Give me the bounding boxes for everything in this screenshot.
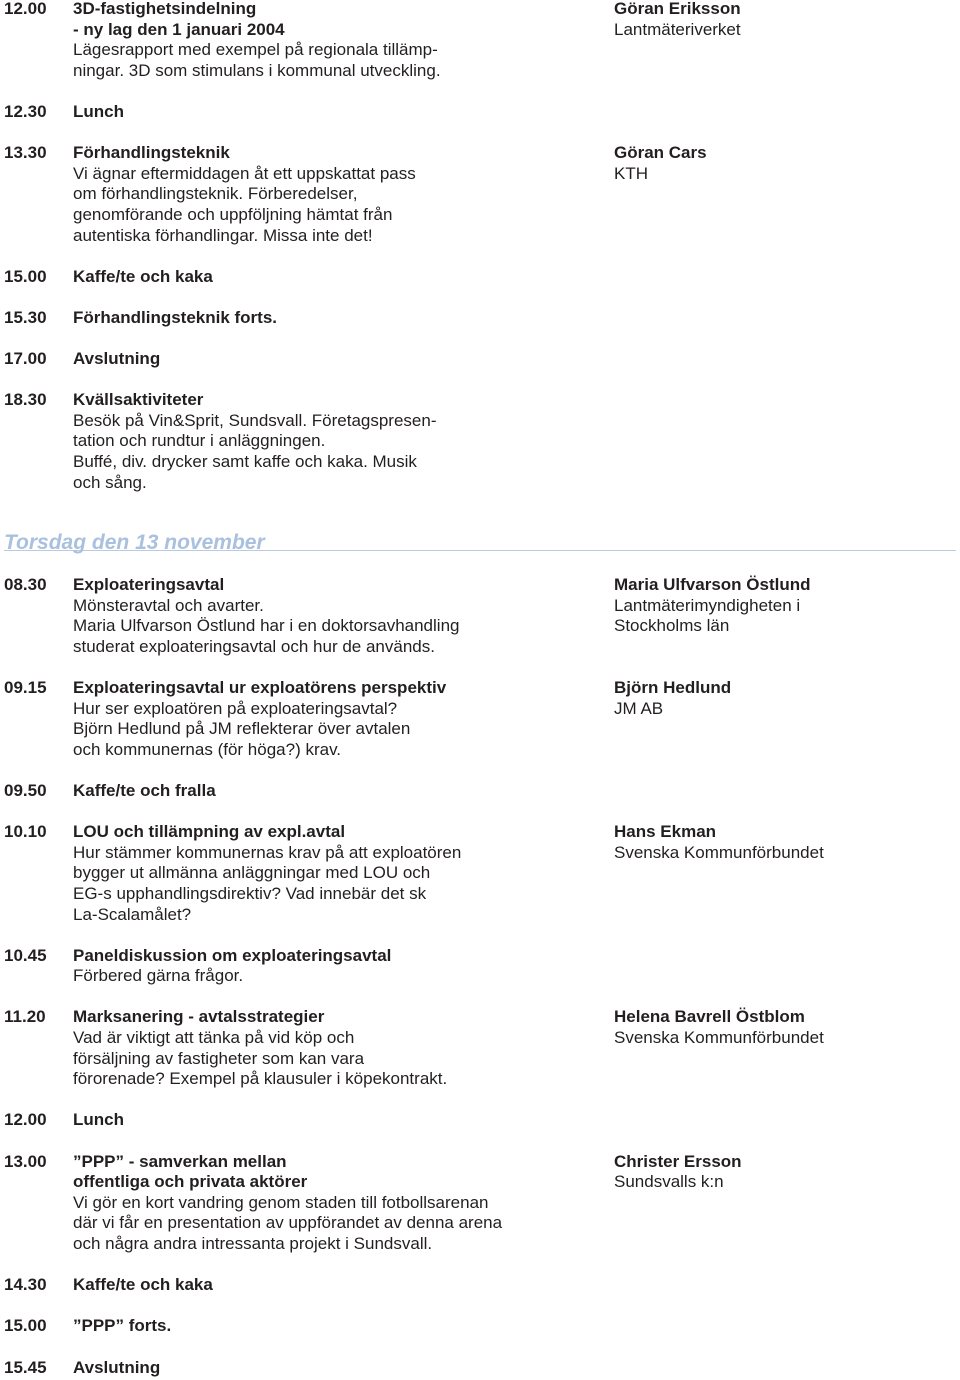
item-description: där vi får en presentation av uppförandet av denna arena bbox=[73, 1213, 503, 1233]
schedule-item bbox=[0, 1358, 960, 1379]
item-title: Paneldiskussion om exploateringsavtal bbox=[73, 945, 392, 965]
item-time: 17.00 bbox=[4, 349, 47, 369]
speaker bbox=[614, 1152, 954, 1193]
item-body bbox=[73, 390, 593, 493]
item-description: studerat exploateringsavtal och hur de används. bbox=[73, 636, 435, 656]
item-title: Exploateringsavtal ur exploatörens perspektiv bbox=[73, 677, 447, 697]
item-time: 15.00 bbox=[4, 266, 47, 286]
schedule-item bbox=[0, 822, 960, 925]
speaker-organization: Svenska Kommunförbundet bbox=[614, 1028, 824, 1048]
item-time: 15.00 bbox=[4, 1316, 47, 1336]
schedule-item bbox=[0, 308, 960, 329]
speaker-organization: Lantmäterimyndigheten i bbox=[614, 595, 801, 615]
item-body bbox=[73, 946, 593, 987]
schedule-item bbox=[0, 781, 960, 802]
schedule-item bbox=[0, 143, 960, 246]
item-time: 18.30 bbox=[4, 390, 47, 410]
item-description: Besök på Vin&Sprit, Sundsvall. Företagspresen- bbox=[73, 410, 437, 430]
item-body bbox=[73, 267, 593, 288]
item-body bbox=[73, 1152, 593, 1255]
item-title: Exploateringsavtal bbox=[73, 575, 225, 594]
item-time: 13.30 bbox=[4, 143, 47, 163]
item-description: Vi ägnar eftermiddagen åt ett uppskattat pass bbox=[73, 163, 416, 183]
item-body bbox=[73, 678, 593, 760]
speaker-organization: KTH bbox=[614, 163, 648, 183]
item-title: Avslutning bbox=[73, 349, 161, 369]
item-description: ningar. 3D som stimulans i kommunal utveckling. bbox=[73, 60, 441, 80]
item-title: Förhandlingsteknik bbox=[73, 143, 230, 163]
item-title: Kaffe/te och kaka bbox=[73, 1275, 213, 1295]
day2-schedule bbox=[0, 575, 960, 1378]
item-title: Lunch bbox=[73, 101, 124, 121]
schedule-item bbox=[0, 390, 960, 493]
schedule-item bbox=[0, 1275, 960, 1296]
speaker-organization: JM AB bbox=[614, 698, 664, 718]
item-time: 10.10 bbox=[4, 822, 47, 842]
item-description: tation och rundtur i anläggningen. bbox=[73, 431, 326, 451]
item-description: Hur ser exploatören på exploateringsavtal? bbox=[73, 698, 398, 718]
item-time: 08.30 bbox=[4, 575, 47, 594]
item-description: Hur stämmer kommunernas krav på att exploatören bbox=[73, 842, 462, 862]
item-time: 15.45 bbox=[4, 1357, 47, 1377]
speaker bbox=[614, 143, 954, 184]
item-description: och sång. bbox=[73, 472, 147, 492]
item-body bbox=[73, 0, 593, 81]
item-title: Kvällsaktiviteter bbox=[73, 390, 204, 410]
speaker-organization: Stockholms län bbox=[614, 616, 730, 636]
schedule-item bbox=[0, 946, 960, 987]
item-time: 13.00 bbox=[4, 1151, 47, 1171]
item-time: 09.15 bbox=[4, 677, 47, 697]
item-description: Mönsteravtal och avarter. bbox=[73, 595, 264, 615]
item-title: ”PPP” - samverkan mellan bbox=[73, 1151, 287, 1171]
item-description: EG-s upphandlingsdirektiv? Vad innebär det sk bbox=[73, 883, 427, 903]
item-body bbox=[73, 575, 593, 657]
item-title: Lunch bbox=[73, 1110, 124, 1130]
item-title: LOU och tillämpning av expl.avtal bbox=[73, 822, 346, 842]
schedule-item bbox=[0, 678, 960, 760]
speaker bbox=[614, 1007, 954, 1048]
schedule-item bbox=[0, 0, 960, 81]
item-time: 10.45 bbox=[4, 945, 47, 965]
item-title: 3D-fastighetsindelning bbox=[73, 0, 257, 18]
item-title: offentliga och privata aktörer bbox=[73, 1172, 308, 1192]
item-time: 15.30 bbox=[4, 307, 47, 327]
schedule-item bbox=[0, 1316, 960, 1337]
item-description: autentiska förhandlingar. Missa inte det! bbox=[73, 225, 373, 245]
item-body bbox=[73, 349, 593, 370]
item-title: - ny lag den 1 januari 2004 bbox=[73, 19, 285, 39]
speaker-organization: Sundsvalls k:n bbox=[614, 1172, 724, 1192]
day1-schedule bbox=[0, 0, 960, 493]
item-time: 12.00 bbox=[4, 1110, 47, 1130]
item-title: Kaffe/te och kaka bbox=[73, 266, 213, 286]
item-body bbox=[73, 1275, 593, 1296]
item-title: Förhandlingsteknik forts. bbox=[73, 307, 278, 327]
item-description: Förbered gärna frågor. bbox=[73, 966, 244, 986]
speaker bbox=[614, 0, 954, 40]
speaker bbox=[614, 822, 954, 863]
speaker-name: Björn Hedlund bbox=[614, 677, 732, 697]
item-body bbox=[73, 308, 593, 329]
item-description: Vad är viktigt att tänka på vid köp och bbox=[73, 1028, 355, 1048]
speaker-name: Maria Ulfvarson Östlund bbox=[614, 575, 811, 594]
item-description: genomförande och uppföljning hämtat från bbox=[73, 204, 393, 224]
schedule-item bbox=[0, 267, 960, 288]
item-body bbox=[73, 1110, 593, 1131]
item-description: om förhandlingsteknik. Förberedelser, bbox=[73, 184, 358, 204]
schedule-item bbox=[0, 102, 960, 123]
speaker-organization: Svenska Kommunförbundet bbox=[614, 842, 824, 862]
item-description: och kommunernas (för höga?) krav. bbox=[73, 739, 342, 759]
item-title: ”PPP” forts. bbox=[73, 1316, 172, 1336]
schedule-item bbox=[0, 1110, 960, 1131]
speaker-name: Göran Cars bbox=[614, 143, 707, 163]
speaker-organization: Lantmäteriverket bbox=[614, 19, 741, 39]
item-body bbox=[73, 1358, 593, 1379]
day-heading-text: Torsdag den 13 november bbox=[4, 531, 265, 554]
item-body bbox=[73, 1316, 593, 1337]
item-title: Avslutning bbox=[73, 1357, 161, 1377]
schedule-item bbox=[0, 1152, 960, 1255]
item-description: Björn Hedlund på JM reflekterar över avtalen bbox=[73, 719, 411, 739]
item-description: Lägesrapport med exempel på regionala tillämp- bbox=[73, 40, 438, 60]
item-body bbox=[73, 781, 593, 802]
item-description: och några andra intressanta projekt i Sundsvall. bbox=[73, 1234, 433, 1253]
item-time: 11.20 bbox=[4, 1007, 46, 1027]
item-description: La-Scalamålet? bbox=[73, 904, 192, 924]
item-description: förorenade? Exempel på klausuler i köpekontrakt. bbox=[73, 1069, 448, 1089]
item-body bbox=[73, 102, 593, 123]
item-description: Buffé, div. drycker samt kaffe och kaka. Musik bbox=[73, 452, 417, 472]
speaker bbox=[614, 575, 954, 637]
item-time: 09.50 bbox=[4, 780, 47, 800]
item-description: bygger ut allmänna anläggningar med LOU och bbox=[73, 863, 431, 883]
speaker-name: Christer Ersson bbox=[614, 1151, 742, 1171]
day-heading bbox=[4, 530, 956, 554]
item-body bbox=[73, 1007, 593, 1089]
speaker-name: Helena Bavrell Östblom bbox=[614, 1007, 805, 1027]
item-body bbox=[73, 822, 593, 925]
schedule-item bbox=[0, 1007, 960, 1089]
item-description: Vi gör en kort vandring genom staden till fotbollsarenan bbox=[73, 1192, 489, 1212]
item-description: Maria Ulfvarson Östlund har i en doktorsavhandling bbox=[73, 616, 460, 636]
item-description: försäljning av fastigheter som kan vara bbox=[73, 1048, 365, 1068]
item-title: Kaffe/te och fralla bbox=[73, 780, 216, 800]
schedule-item bbox=[0, 349, 960, 370]
schedule-item bbox=[0, 575, 960, 657]
item-time: 12.00 bbox=[4, 0, 47, 18]
item-time: 14.30 bbox=[4, 1275, 47, 1295]
item-time: 12.30 bbox=[4, 101, 47, 121]
item-body bbox=[73, 143, 593, 246]
item-title: Marksanering - avtalsstrategier bbox=[73, 1007, 325, 1027]
speaker-name: Göran Eriksson bbox=[614, 0, 741, 18]
speaker-name: Hans Ekman bbox=[614, 822, 717, 842]
speaker bbox=[614, 678, 954, 719]
